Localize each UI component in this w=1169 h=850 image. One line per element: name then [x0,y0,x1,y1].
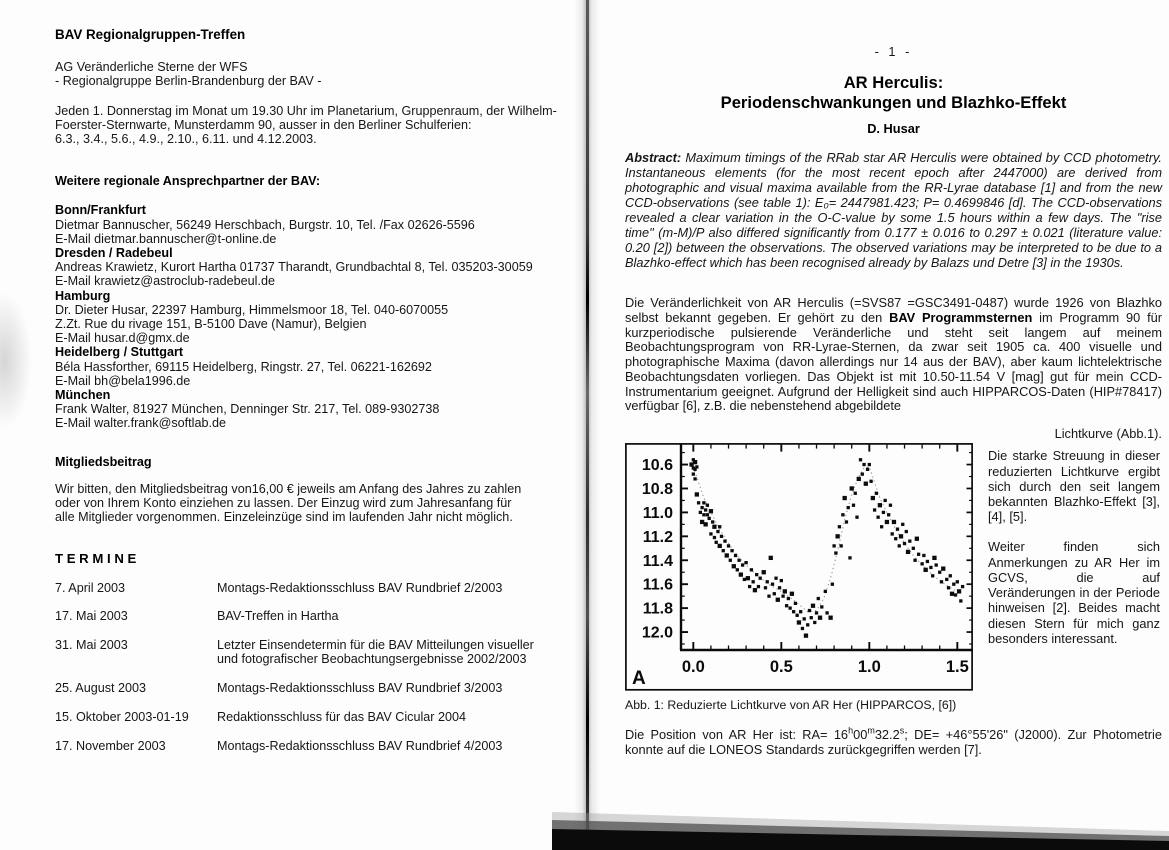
contact-line: Z.Zt. Rue du rivage 151, B-5100 Dave (Namur), Belgien [55,317,367,332]
body-tail-line: Lichtkurve (Abb.1). [1054,425,1162,441]
contacts-heading: Weitere regionale Ansprechpartner der BAV: [55,174,321,189]
svg-text:11.6: 11.6 [642,577,673,595]
svg-text:11.8: 11.8 [642,601,673,619]
page-number: - 1 - [874,44,913,59]
figure-side-text [988,443,1160,691]
position-paragraph [625,727,1162,757]
position-text: Die Position von AR Her ist: RA= 16 [625,727,849,743]
contact-line: Béla Hassforther, 69115 Heidelberg, Ringstr. 27, Tel. 06221-162692 [55,359,432,374]
contact-email: E-Mail dietmar.bannuscher@t-online.de [55,231,277,246]
contact-line: Frank Walter, 81927 München, Denninger Str. 217, Tel. 089-9302738 [55,402,440,417]
position-text: 32.2 [874,727,900,743]
position-text: 00 [853,727,868,743]
group-subtitle [55,60,560,88]
termine-row [55,710,560,724]
fees-line: oder von Ihrem Konto einziehen zu lassen. Der Einzug wird zum Jahresanfang für [55,496,512,511]
svg-text:1.5: 1.5 [945,658,969,677]
contacts-list [55,203,560,430]
fees-text [55,482,560,525]
meeting-info [55,104,560,147]
lightcurve-chart [625,443,973,691]
termine-date: 25. August 2003 [55,681,147,696]
svg-text:1.0: 1.0 [857,658,881,677]
left-page-title: BAV Regionalgruppen-Treffen [55,27,246,42]
ra-minutes-sup: m [867,726,875,736]
contact-email: E-Mail walter.frank@softlab.de [55,416,226,431]
position-text: ; DE= +46°55'26" (J2000). Zur Photometrie konnte auf die LONEOS Standards zurückgegriffen werden [7]. [625,727,1163,758]
fees-heading: Mitgliedsbeitrag [55,454,152,469]
svg-text:12.0: 12.0 [641,625,673,643]
termine-event: Redaktionsschluss für das BAV Cicular 2004 [217,710,466,725]
termine-date: 17. November 2003 [55,738,166,753]
article-title [625,73,1162,113]
meeting-line: 6.3., 3.4., 5.6., 4.9., 2.10., 6.11. und 4.12.2003. [55,132,317,147]
termine-row [55,739,560,753]
termine-date: 17. Mai 2003 [55,609,128,624]
contact-email: E-Mail bh@bela1996.de [55,373,191,388]
svg-text:A: A [632,668,646,690]
side-paragraph-1: Die starke Streuung in dieser reduzierten Lichtkurve ergibt sich durch den seit langem bekannten Blazhko-Effekt [3], [4], [5]. [988,448,1160,525]
contact-bonn-frankfurt [55,203,560,246]
ra-seconds-sup: s [899,726,905,736]
article-title-line2: Periodenschwankungen und Blazhko-Effekt [720,92,1067,112]
article-title-line1: AR Herculis: [843,72,944,92]
svg-text:11.0: 11.0 [642,505,673,523]
left-page [55,28,560,768]
scan-bottom-shadow [552,782,1169,850]
scan-smudge-artifact [0,292,32,430]
termine-row [55,638,560,666]
termine-row [55,681,560,695]
body-paragraph [625,296,1162,414]
contact-city: Bonn/Frankfurt [55,203,146,218]
fees-line: alle Mitglieder vorgenommen. Einzeleinzüge sind im laufenden Jahr nicht möglich. [55,510,513,525]
contact-dresden-radebeul [55,246,560,289]
termine-date: 15. Oktober 2003-01-19 [55,710,189,725]
meeting-line: Jeden 1. Donnerstag im Monat um 19.30 Uhr im Planetarium, Gruppenraum, der Wilhelm- [55,103,557,118]
svg-text:11.2: 11.2 [642,529,673,547]
contact-city: Heidelberg / Stuttgart [55,345,184,360]
contact-line: Dr. Dieter Husar, 22397 Hamburg, Himmelsmoor 18, Tel. 040-6070055 [55,302,449,317]
svg-text:10.8: 10.8 [641,481,673,499]
body-text-post: im Programm 90 für kurzperiodische pulsierende Veränderliche und steht seit langem auf meinem Beobachtungsprogram von RR-Lyrae-Sternen, da zwar seit 1905 ca. 400 visuelle und photographische Maxima (davon allerdings nur 14 aus der BAV), aber kaum lichtelektrische Beobachtungsdaten vorliegen. Das Objekt ist mit 10.50-11.54 V [mag] gut für mein CCD-Instrumentarium geeignet. Aufgrund der Helligkeit sind auch HIPPARCOS-Daten (HIP#78417) verfügbar [6], z.B. die nebenstehend abgebildete [625,310,1162,414]
right-page [625,45,1162,770]
termine-row [55,609,560,623]
termine-event: Montags-Redaktionsschluss BAV Rundbrief 2/2003 [217,580,503,595]
ra-hours-sup: h [848,726,854,736]
svg-text:11.4: 11.4 [642,553,673,571]
termine-event: BAV-Treffen in Hartha [217,609,339,624]
termine-heading: T E R M I N E [55,551,137,567]
figure-row [625,443,1162,691]
termine-row [55,581,560,595]
article-author: D. Husar [867,120,920,136]
page-fold-line [586,0,589,832]
termine-event: Montags-Redaktionsschluss BAV Rundbrief 4/2003 [217,738,503,753]
subtitle-line: - Regionalgruppe Berlin-Brandenburg der BAV - [55,74,322,89]
body-text-bold: BAV Programmsternen [889,310,1033,326]
abstract-paragraph [625,150,1162,271]
contact-email: E-Mail husar.d@gmx.de [55,331,190,346]
body-text-pre: Die Veränderlichkeit von AR Herculis (=SVS87 =GSC3491-0487) wurde 1926 von Blazhko selbst bekannt gegeben. Er gehört zu den [625,295,1162,326]
contact-city: Hamburg [55,288,111,303]
contact-city: Dresden / Radebeul [55,246,173,261]
page-fold-shadow [574,0,600,832]
fees-line: Wir bitten, den Mitgliedsbeitrag von16,00 € jeweils am Anfang des Jahres zu zahlen [55,481,522,496]
contact-email: E-Mail krawietz@astroclub-radebeul.de [55,274,275,289]
contact-line: Dietmar Bannuscher, 56249 Herschbach, Burgstr. 10, Tel. /Fax 02626-5596 [55,217,475,232]
svg-text:0.5: 0.5 [769,658,793,677]
contact-line: Andreas Krawietz, Kurort Hartha 01737 Tharandt, Grundbachtal 8, Tel. 035203-30059 [55,260,533,275]
meeting-line: Foerster-Sternwarte, Munsterdamm 90, ausser in den Berliner Schulferien: [55,117,472,132]
termine-date: 7. April 2003 [55,580,126,595]
contact-city: München [55,388,111,403]
abstract-label: Abstract: [625,149,682,165]
termine-table [55,581,560,753]
lightcurve-figure [625,443,973,691]
termine-event: Letzter Einsendetermin für die BAV Mitteilungen visueller und fotografischer Beobachtungsergebnisse 2002/2003 [217,638,534,667]
abstract-text: Maximum timings of the RRab star AR Herculis were obtained by CCD photometry. Instantaneous elements (for the most recent epoch after 2447000) are derived from photographic and visual maxima available from the RR-Lyrae database [1] and from the new CCD-observations (see table 1): E₀= 2447981.423; P= 0.4699846 [d]. The CCD-observations revealed a clear variation in the O-C-value by some 1.5 hours within a few days. The "rise time" (m-M)/P also differed significantly from 0.177 ± 0.016 to 0.297 ± 0.021 (literature value: 0.20 [2]) between the observations. The observed variations may be interpreted to be due to a Blazhko-effect which has been recognised already by Balazs und Detre [3] in the 1930s. [625,149,1162,271]
contact-heidelberg-stuttgart [55,345,560,388]
contact-hamburg [55,289,560,346]
side-paragraph-2: Weiter finden sich Anmerkungen zu AR Her im GCVS, die auf Veränderungen in der Periode hinweisen [2]. Beides macht diesen Stern für mich ganz besonders interessant. [988,539,1160,646]
svg-text:10.6: 10.6 [641,457,673,475]
contact-muenchen [55,388,560,431]
subtitle-line: AG Veränderliche Sterne der WFS [55,60,248,75]
svg-text:0.0: 0.0 [681,658,705,677]
termine-date: 31. Mai 2003 [55,638,128,653]
termine-event: Montags-Redaktionsschluss BAV Rundbrief 3/2003 [217,681,503,696]
figure-caption: Abb. 1: Reduzierte Lichtkurve von AR Her (HIPPARCOS, [6]) [625,698,957,713]
